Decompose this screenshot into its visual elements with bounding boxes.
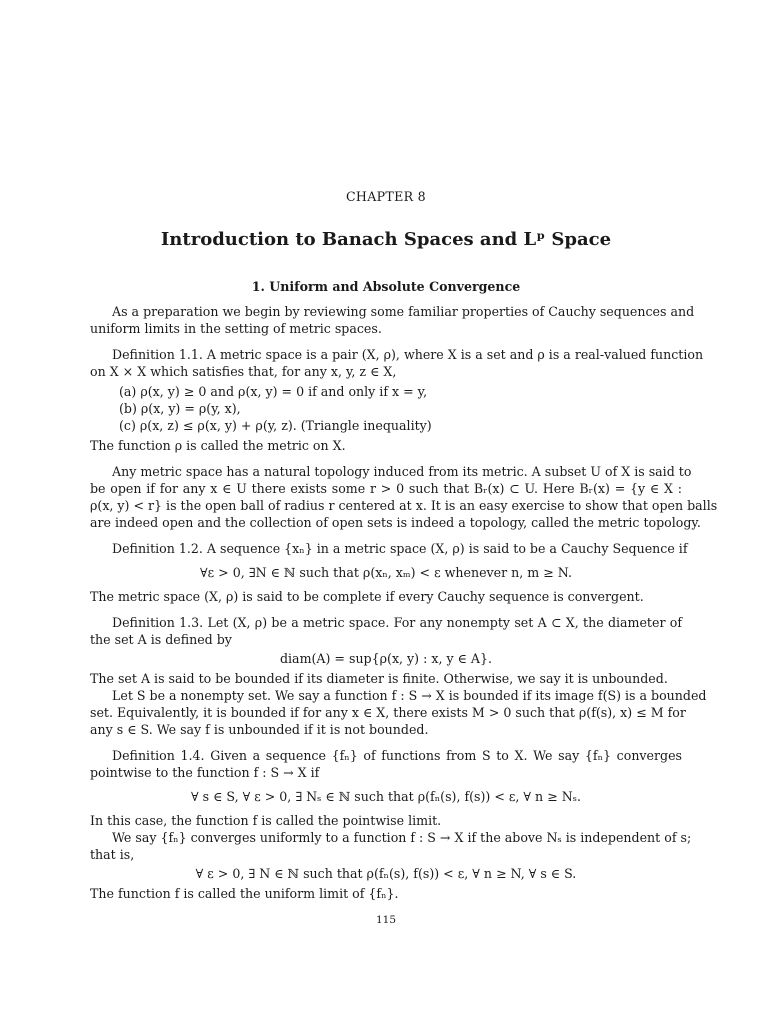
text-line: that is, — [90, 847, 135, 862]
text-line: The function ρ is called the metric on X. — [90, 438, 346, 453]
text-line: The set A is said to be bounded if its diameter is finite. Otherwise, we say it is unbounded. — [90, 671, 668, 686]
definition-line: Definition 1.2. A sequence {xₙ} in a metric space (X, ρ) is said to be a Cauchy Sequence if — [112, 541, 688, 556]
text-line: on X × X which satisfies that, for any x, y, z ∈ X, — [90, 364, 397, 379]
chapter-heading: CHAPTER 8 — [346, 189, 426, 204]
chapter-title: Introduction to Banach Spaces and Lᵖ Space — [160, 229, 612, 250]
text-line: Let S be a nonempty set. We say a function f : S → X is bounded if its image f(S) is a bounded — [112, 688, 707, 703]
definition-line: Definition 1.4. Given a sequence {fₙ} of functions from S to X. We say {fₙ} converges — [112, 748, 682, 763]
page-number: 115 — [375, 914, 397, 926]
text-line: As a preparation we begin by reviewing some familiar properties of Cauchy sequences and — [112, 304, 695, 319]
text-line: The metric space (X, ρ) is said to be complete if every Cauchy sequence is convergent. — [90, 589, 644, 604]
display-equation: ∀ε > 0, ∃N ∈ ℕ such that ρ(xₙ, xₘ) < ε whenever n, m ≥ N. — [200, 565, 572, 580]
text-line: In this case, the function f is called the pointwise limit. — [90, 813, 442, 828]
display-equation: diam(A) = sup{ρ(x, y) : x, y ∈ A}. — [279, 651, 493, 666]
text-line: ρ(x, y) < r} is the open ball of radius r centered at x. It is an easy exercise to show that open balls — [90, 498, 718, 513]
text-line: any s ∈ S. We say f is unbounded if it is not bounded. — [90, 722, 429, 737]
list-item: (b) ρ(x, y) = ρ(y, x), — [119, 401, 241, 416]
text-line: set. Equivalently, it is bounded if for any x ∈ X, there exists M > 0 such that ρ(f(s), x) ≤ M for — [90, 705, 686, 720]
list-item: (c) ρ(x, z) ≤ ρ(x, y) + ρ(y, z). (Triangle inequality) — [119, 418, 432, 433]
definition-line: Definition 1.1. A metric space is a pair (X, ρ), where X is a set and ρ is a real-valued function — [112, 347, 704, 362]
text-line: uniform limits in the setting of metric spaces. — [90, 321, 382, 336]
list-item: (a) ρ(x, y) ≥ 0 and ρ(x, y) = 0 if and only if x = y, — [119, 384, 428, 399]
definition-line: Definition 1.3. Let (X, ρ) be a metric space. For any nonempty set A ⊂ X, the diameter of — [112, 615, 682, 630]
text-line: the set A is defined by — [90, 632, 232, 647]
text-line: The function f is called the uniform limit of {fₙ}. — [90, 886, 399, 901]
text-line: pointwise to the function f : S → X if — [90, 765, 320, 780]
section-heading: 1. Uniform and Absolute Convergence — [251, 279, 521, 294]
display-equation: ∀ ε > 0, ∃ N ∈ ℕ such that ρ(fₙ(s), f(s)) < ε, ∀ n ≥ N, ∀ s ∈ S. — [195, 866, 577, 881]
display-equation: ∀ s ∈ S, ∀ ε > 0, ∃ Nₛ ∈ ℕ such that ρ(fₙ(s), f(s)) < ε, ∀ n ≥ Nₛ. — [191, 789, 581, 804]
text-line: We say {fₙ} converges uniformly to a function f : S → X if the above Nₛ is independent of s; — [112, 830, 692, 845]
text-line: be open if for any x ∈ U there exists some r > 0 such that Bᵣ(x) ⊂ U. Here Bᵣ(x) = {y ∈ X : — [90, 481, 682, 496]
text-line: Any metric space has a natural topology induced from its metric. A subset U of X is said to — [112, 464, 692, 479]
text-line: are indeed open and the collection of open sets is indeed a topology, called the metric topology. — [90, 515, 701, 530]
